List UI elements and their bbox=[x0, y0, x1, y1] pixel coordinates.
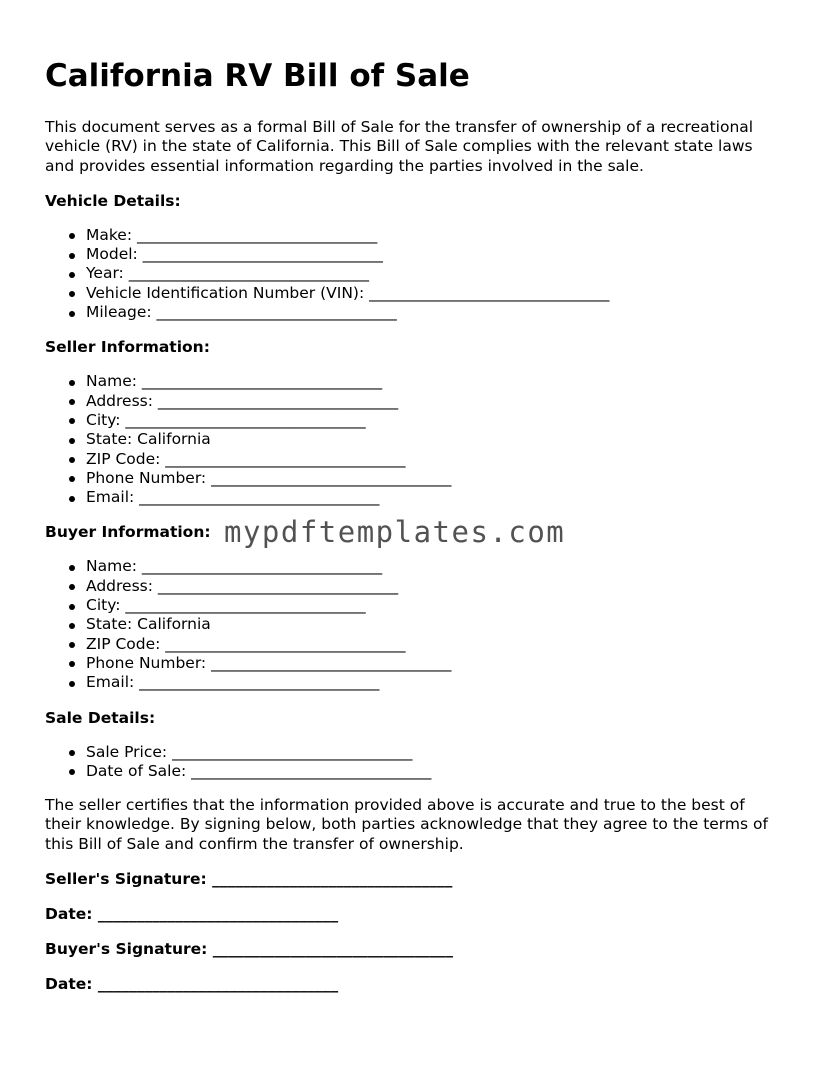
seller-state-field: State: California bbox=[86, 430, 780, 449]
seller-city-field: City: _______________________________ bbox=[86, 411, 780, 430]
buyer-zip-field: ZIP Code: _______________________________ bbox=[86, 635, 780, 654]
vehicle-make-field: Make: _______________________________ bbox=[86, 226, 780, 245]
buyer-city-field: City: _______________________________ bbox=[86, 596, 780, 615]
vehicle-details-list bbox=[45, 226, 780, 322]
seller-email-field: Email: _______________________________ bbox=[86, 488, 780, 507]
buyer-date-line: Date: _______________________________ bbox=[45, 975, 339, 994]
sale-details-list bbox=[45, 743, 780, 782]
buyer-signature-line: Buyer's Signature: _______________________________ bbox=[45, 940, 453, 959]
seller-information-list bbox=[45, 372, 780, 507]
vehicle-mileage-field: Mileage: _______________________________ bbox=[86, 303, 780, 322]
buyer-name-field: Name: _______________________________ bbox=[86, 557, 780, 576]
seller-name-field: Name: _______________________________ bbox=[86, 372, 780, 391]
buyer-address-field: Address: _______________________________ bbox=[86, 577, 780, 596]
seller-address-field: Address: _______________________________ bbox=[86, 392, 780, 411]
buyer-information-list bbox=[45, 557, 780, 692]
sale-details-heading: Sale Details: bbox=[45, 708, 156, 727]
seller-signature-line: Seller's Signature: _______________________________ bbox=[45, 870, 453, 889]
vehicle-details-heading: Vehicle Details: bbox=[45, 191, 181, 210]
sale-date-field: Date of Sale: _______________________________ bbox=[86, 762, 780, 781]
seller-date-line: Date: _______________________________ bbox=[45, 905, 339, 924]
buyer-information-heading: Buyer Information: bbox=[45, 523, 211, 542]
certification-paragraph: The seller certifies that the information provided above is accurate and true to the best of their knowledge. By signing below, both parties acknowledge that they agree to the terms of this Bill of Sale and confirm the transfer of ownership. bbox=[45, 796, 768, 853]
document-title: California RV Bill of Sale bbox=[45, 58, 470, 94]
seller-phone-field: Phone Number: _______________________________ bbox=[86, 469, 780, 488]
buyer-phone-field: Phone Number: _______________________________ bbox=[86, 654, 780, 673]
buyer-email-field: Email: _______________________________ bbox=[86, 673, 780, 692]
sale-price-field: Sale Price: _______________________________ bbox=[86, 743, 780, 762]
seller-zip-field: ZIP Code: _______________________________ bbox=[86, 450, 780, 469]
seller-information-heading: Seller Information: bbox=[45, 338, 210, 357]
watermark-text: mypdftemplates.com bbox=[224, 515, 566, 549]
vehicle-year-field: Year: _______________________________ bbox=[86, 264, 780, 283]
vehicle-model-field: Model: _______________________________ bbox=[86, 245, 780, 264]
vehicle-vin-field: Vehicle Identification Number (VIN): _______________________________ bbox=[86, 284, 780, 303]
intro-paragraph: This document serves as a formal Bill of Sale for the transfer of ownership of a recreational vehicle (RV) in the state of California. This Bill of Sale complies with the relevant state laws and provides essential information regarding the parties involved in the sale. bbox=[45, 118, 754, 175]
buyer-state-field: State: California bbox=[86, 615, 780, 634]
